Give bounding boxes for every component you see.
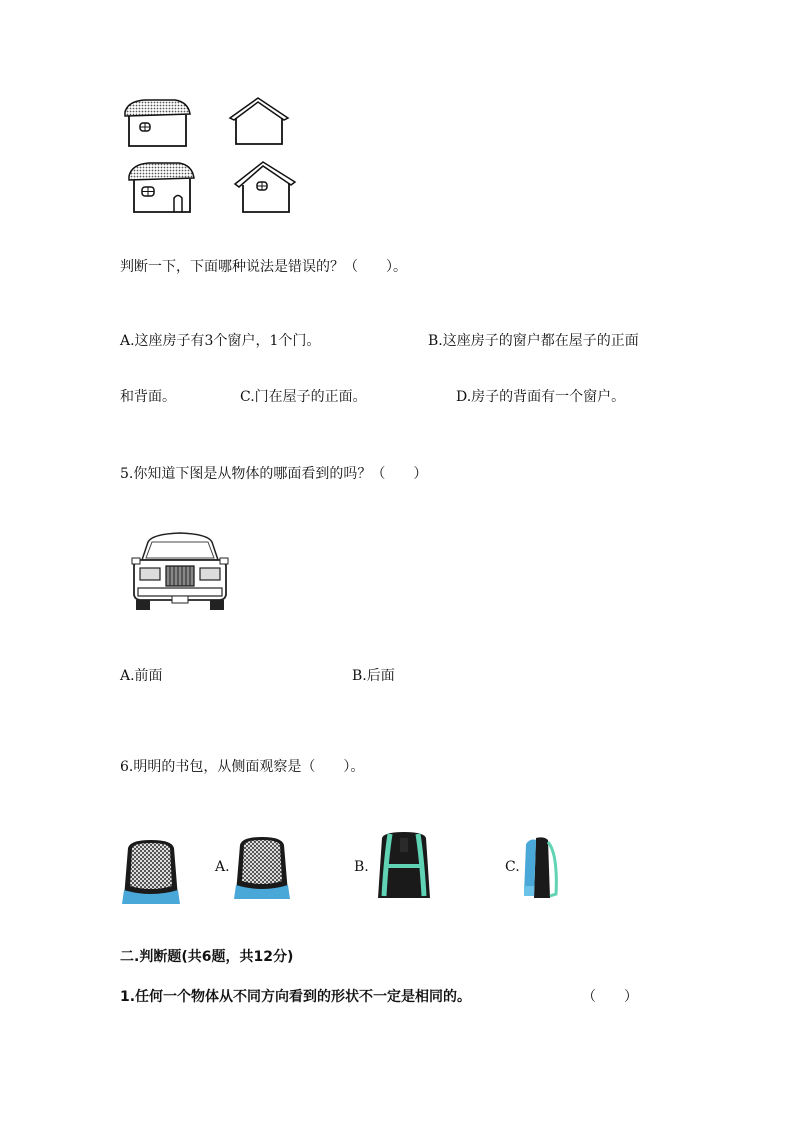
house-view-front-left <box>120 98 195 153</box>
section2-heading: 二.判断题(共6题，共12分) <box>120 949 294 965</box>
question5-option-a[interactable]: A.前面 <box>120 668 163 684</box>
house-view-side-plain <box>228 96 290 151</box>
backpack-reference-image <box>120 838 182 906</box>
question6-label-a[interactable]: A. <box>215 859 230 875</box>
question4-option-a[interactable]: A.这座房子有3个窗户，1个门。 <box>120 333 321 349</box>
question4-option-d[interactable]: D.房子的背面有一个窗户。 <box>456 389 626 405</box>
backpack-option-b-image[interactable] <box>372 830 436 902</box>
question6-label-c[interactable]: C. <box>505 859 520 875</box>
question4-prompt: 判断一下，下面哪种说法是错误的？（ ）。 <box>120 259 407 275</box>
section2-question1: 1.任何一个物体从不同方向看到的形状不一定是相同的。 <box>120 989 472 1005</box>
question4-option-c[interactable]: C.门在屋子的正面。 <box>240 389 367 405</box>
question6-prompt: 6.明明的书包，从侧面观察是（ ）。 <box>120 759 365 775</box>
car-front-view <box>130 530 230 615</box>
backpack-option-c-image[interactable] <box>520 834 562 902</box>
question5-prompt: 5.你知道下图是从物体的哪面看到的吗？（ ） <box>120 466 428 482</box>
question4-option-b[interactable]: B.这座房子的窗户都在屋子的正面 <box>428 333 639 349</box>
section2-question1-answer-blank[interactable]: （ ） <box>582 989 638 1005</box>
backpack-option-a-image[interactable] <box>232 835 292 901</box>
house-view-side-window <box>233 160 298 218</box>
house-view-front-with-door <box>124 160 199 218</box>
question4-option-b-continued: 和背面。 <box>120 389 176 405</box>
question6-label-b[interactable]: B. <box>354 859 369 875</box>
question5-option-b[interactable]: B.后面 <box>352 668 395 684</box>
